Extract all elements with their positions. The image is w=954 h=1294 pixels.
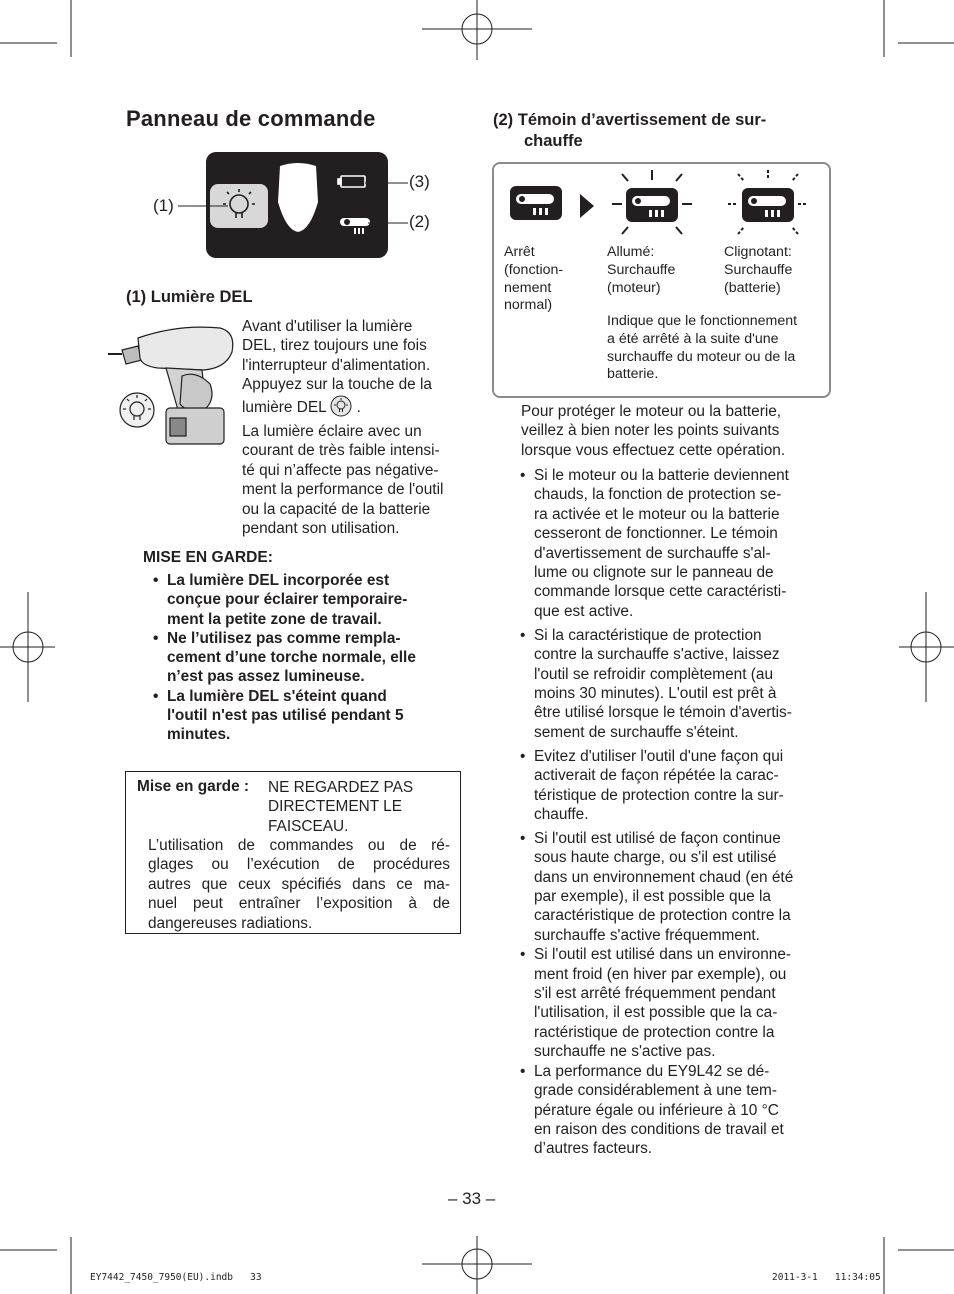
caution-line: • La lumière DEL s'éteint quand [167,687,387,705]
bullet-line: • Si la caractéristique de protection [534,626,762,644]
overheat-bullet [520,626,838,742]
state-on-label [607,244,675,297]
caution-item [153,571,463,629]
led-line: courant de très faible intensi- [242,442,440,460]
bullet-line: caractéristique de protection contre la [534,907,791,925]
intro-line: lorsque vous effectuez cette opération. [521,441,786,459]
state-blinking-label [724,244,792,297]
state-line: normal) [504,297,553,314]
overheat-status-box [492,162,831,398]
bullet-line: • La performance du EY9L42 se dé- [534,1062,770,1080]
caution-line: conçue pour éclairer temporaire- [167,591,408,609]
overheat-bullet [520,466,838,621]
drill-illustration [108,318,240,456]
bullet-line: commande lorsque cette caractéristi- [534,583,787,601]
warning-body-line: glages ou l’exécution de procédures [148,856,450,874]
led-line: ou la capacité de la batterie [242,500,431,518]
state-line: Allumé: [607,244,655,260]
bullet-line: chauds, la fonction de protection se- [534,486,782,504]
led-inline-icon [330,395,352,422]
bullet-line: ment froid (en hiver par exemple), ou [534,965,787,983]
led-button-icon-drill [120,393,154,427]
bullet-line: s'il est arrêté fréquemment pendant [534,985,776,1003]
callout-lines [150,165,430,245]
bullet-line: surchauffe ne s'active pas. [534,1043,716,1061]
bullet-line: • Si le moteur ou la batterie deviennent [534,467,789,484]
bullet-line: que est active. [534,602,634,620]
page-number: – 33 – [448,1189,496,1208]
bullet-line: l'outil se refroidir complètement (au [534,665,774,683]
warning-body-line: L’utilisation de commandes ou de ré- [148,837,450,854]
indicator-off-icon [510,186,562,220]
warning-value-line: NE REGARDEZ PAS [268,779,414,796]
overheat-bullet [520,945,838,1061]
footer-timestamp: 2011-3-1 11:34:05 [772,1272,881,1283]
overheat-heading-line: (2) Témoin d’avertissement de sur- [493,111,767,129]
overheat-note [607,313,797,384]
led-line-with-icon [242,395,467,422]
led-line: l'interrupteur d'alimentation. [242,356,431,374]
caution-line: cement d’une torche normale, elle [167,649,416,667]
note-line: batterie. [607,366,659,383]
bullet-line: surchauffe s'active fréquemment. [534,926,760,944]
laser-warning-box [125,771,461,934]
bullet-line: • Si l'outil est utilisé de façon continue [534,829,781,847]
note-line: a été arrêté à la suite d'une [607,330,779,347]
led-line: té qui n’affecte pas négative- [242,461,439,479]
overheat-indicator-states [494,164,829,254]
bullet-line: dans un environnement chaud (en été [534,868,794,886]
warning-value-line: FAISCEAU. [268,817,349,835]
caution-list [153,571,463,745]
warning-body-line: dangereuses radiations. [148,914,313,932]
bullet-line: chauffe. [534,805,589,823]
warning-label: Mise en garde : [137,778,250,795]
overheat-bullet [520,1062,838,1159]
led-line: DEL, tirez toujours une fois [242,337,427,355]
state-line: nement [504,279,552,296]
state-line: Clignotant: [724,244,792,260]
intro-line: veillez à bien noter les points suivants [521,422,780,440]
led-line: La lumière éclaire avec un [242,423,422,441]
callout-3: (3) [409,172,430,191]
caution-item [153,687,463,745]
state-line: Arrêt [504,244,535,260]
intro-line: Pour protéger le moteur ou la batterie, [521,403,782,420]
bullet-line: d'avertissement de surchauffe s'al- [534,544,771,562]
led-line-suffix: . [356,398,361,416]
bullet-line: par exemple), il est possible que la [534,888,771,906]
bullet-line: contre la surchauffe s'active, laissez [534,646,780,664]
bullet-line: être utilisé lorsque le témoin d'avertis- [534,704,792,722]
bullet-line: • Evitez d'utiliser l'outil d'une façon qui [534,747,784,765]
state-line: (batterie) [724,279,781,296]
state-line: (fonction- [504,261,564,278]
caution-item [153,629,463,687]
arrow-icon [580,194,594,218]
note-line: Indique que le fonctionnement [607,313,798,329]
bullet-line: l'utilisation, il est possible que la ca- [534,1004,778,1022]
bullet-line: lume ou clignote sur le panneau de [534,564,774,582]
state-off-label [504,244,563,315]
led-description [242,317,467,538]
caution-line: minutes. [167,726,231,744]
callout-1: (1) [153,196,174,215]
warning-value-line: DIRECTEMENT LE [268,798,402,816]
overheat-bullet [520,747,838,825]
led-line: lumière DEL [242,398,327,416]
bullet-line: activerait de façon répétée la carac- [534,767,779,785]
bullet-line: sous haute charge, ou s'il est utilisé [534,849,777,867]
bullet-line: en raison des conditions de travail et [534,1120,784,1138]
warning-value [268,778,413,836]
footer-file-info: EY7442_7450_7950(EU).indb 33 [90,1272,262,1283]
caution-line: l'outil n'est pas utilisé pendant 5 [167,707,404,725]
led-line: Avant d'utiliser la lumière [242,318,413,335]
led-line: ment la performance de l'outil [242,481,444,499]
bullet-line: ractéristique de protection contre la [534,1023,775,1041]
callout-2: (2) [409,212,430,231]
caution-line: • Ne l’utilisez pas comme rempla- [167,629,401,647]
bullet-line: • Si l'outil est utilisé dans un environne- [534,946,792,964]
led-line: Appuyez sur la touche de la [242,376,432,394]
note-line: surchauffe du moteur ou de la [607,348,796,365]
bullet-line: sement de surchauffe s'éteint. [534,723,739,741]
caution-line: n’est pas assez lumineuse. [167,668,365,686]
bullet-line: ra activée et le moteur ou la batterie [534,505,780,523]
overheat-bullets [520,466,838,1163]
led-line: pendant son utilisation. [242,520,400,538]
bullet-line: téristique de protection contre la sur- [534,786,784,804]
bullet-line: cesseront de fonctionner. Le témoin [534,525,778,543]
warning-body-line: autres que ceux spécifiés dans ce ma- [148,875,450,893]
warning-body [148,836,450,933]
bullet-line: grade considérablement à une tem- [534,1082,777,1100]
caution-line: • La lumière DEL incorporée est [167,572,390,589]
state-line: (moteur) [607,279,661,296]
indicator-on-icon [612,170,692,234]
overheat-bullet [520,829,838,945]
overheat-heading [493,110,766,152]
state-line: Surchauffe [724,261,793,278]
bullet-line: d’autres facteurs. [534,1140,653,1158]
bullet-line: moins 30 minutes). L'outil est prêt à [534,684,777,702]
caution-heading: MISE EN GARDE: [143,549,273,566]
overheat-heading-line: chauffe [524,132,583,150]
led-section-heading: (1) Lumière DEL [126,288,253,306]
indicator-blinking-icon [728,170,808,234]
state-line: Surchauffe [607,261,676,278]
overheat-intro [521,402,785,460]
page-title: Panneau de commande [126,106,376,131]
bullet-line: pérature égale ou inférieure à 10 °C [534,1101,779,1119]
caution-line: ment la petite zone de travail. [167,610,382,628]
warning-body-line: nuel peut entraîner l’exposition à de [148,895,450,913]
